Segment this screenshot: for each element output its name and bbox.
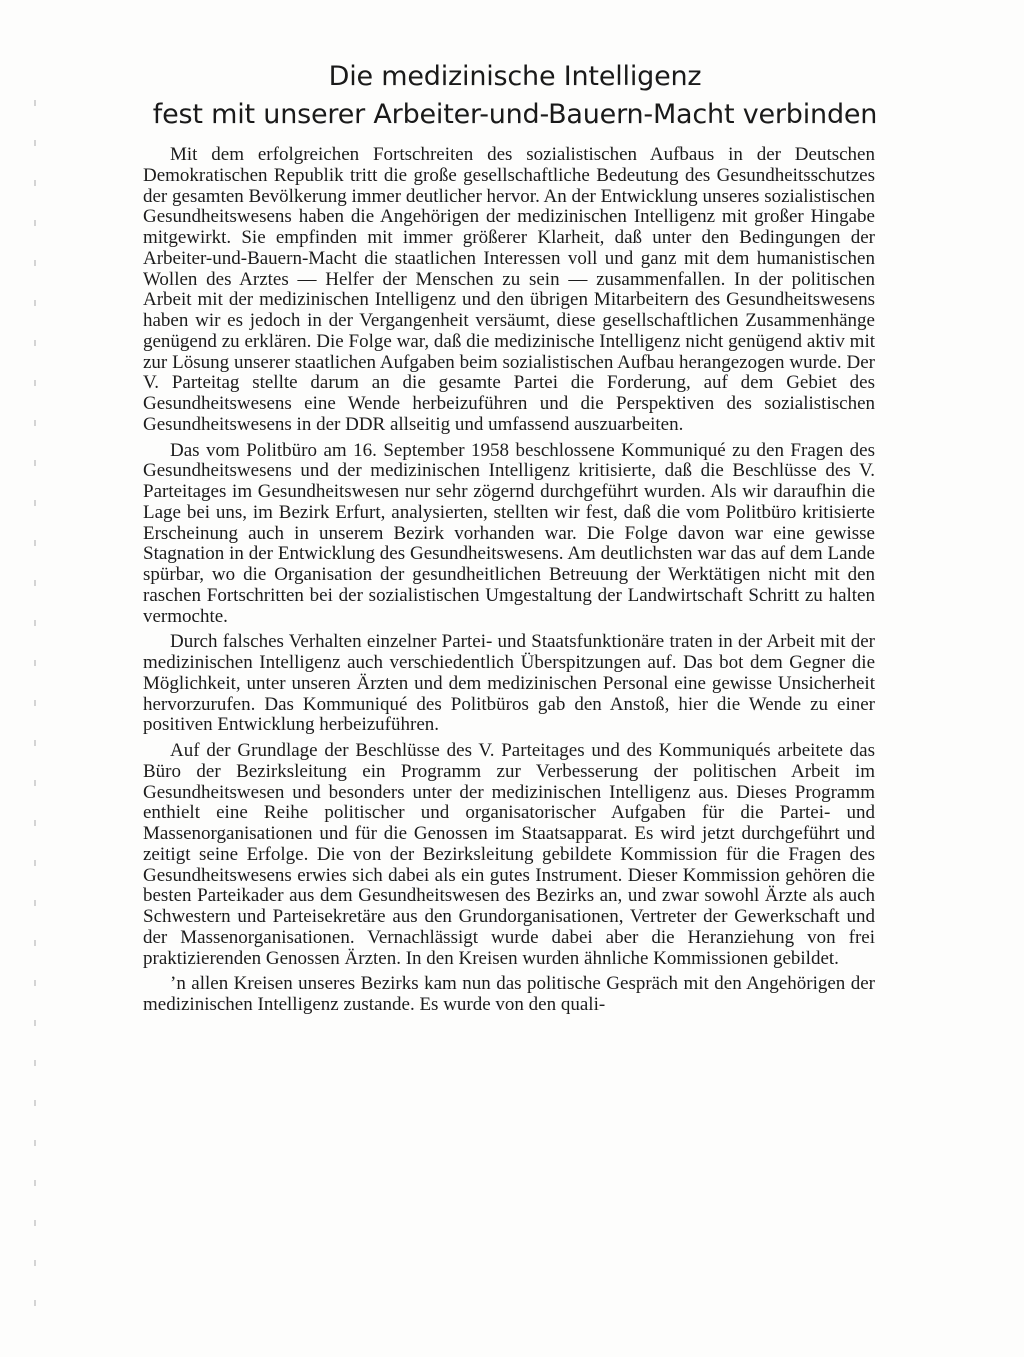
paragraph-5: ’n allen Kreisen unseres Bezirks kam nun das politische Gespräch mit den Angehörigen der medizinischen Intelligenz zustande. Es wurde von den quali- bbox=[143, 973, 875, 1015]
scan-margin-mark bbox=[34, 100, 36, 1340]
article-title bbox=[130, 58, 900, 134]
article-body bbox=[143, 145, 875, 1016]
paragraph-3: Durch falsches Verhalten einzelner Partei- und Staatsfunktionäre traten in der Arbeit mit der medizinischen Intelligenz auch verschiedentlich Überspitzungen auf. Das bot dem Gegner die Möglichkeit, unter unseren Ärzten und dem medizinischen Personal eine gewisse Unsicherheit hervorzurufen. Das Kommuniqué des Politbüros gab den Anstoß, hier die Wende zu einer positiven Entwicklung herbeizuführen. bbox=[143, 631, 875, 736]
title-line-1: Die medizinische Intelligenz bbox=[328, 61, 702, 92]
paragraph-2: Das vom Politbüro am 16. September 1958 beschlossene Kommuniqué zu den Fragen des Gesundheitswesens und der medizinischen Intelligenz kritisierte, daß die Beschlüsse des V. Parteitages im Gesundheitswesen nur sehr zögernd durchgeführt wurden. Als wir daraufhin die Lage bei uns, im Bezirk Erfurt, analysierten, stellten wir fest, daß die vom Politbüro kritisierte Erscheinung auch in unserem Bezirk vorhanden war. Die Folge davon war eine gewisse Stagnation in der Entwicklung des Gesundheitswesens. Am deutlichsten war das auf dem Lande spürbar, wo die Organisation der gesundheitlichen Betreuung der Werktätigen nicht mit den raschen Fortschritten bei der sozialistischen Umgestaltung der Landwirtschaft Schritt zu halten vermochte. bbox=[143, 439, 875, 627]
title-line-2: fest mit unserer Arbeiter-und-Bauern-Macht verbinden bbox=[152, 99, 878, 130]
paragraph-4: Auf der Grundlage der Beschlüsse des V. Parteitages und des Kommuniqués arbeitete das Büro der Bezirksleitung ein Programm zur Verbesserung der politischen Arbeit im Gesundheitswesen und besonders unter der medizinischen Intelligenz aus. Dieses Programm enthielt eine Reihe politischer und organisatorischer Aufgaben für die Partei- und Massenorganisationen und für die Genossen im Staatsapparat. Es wird jetzt durchgeführt und zeitigt seine Erfolge. Die von der Bezirksleitung gebildete Kommission für die Fragen des Gesundheitswesens erwies sich dabei als ein gutes Instrument. Dieser Kommission gehören die besten Parteikader aus dem Gesundheitswesen des Bezirks an, und zwar sowohl Ärzte als auch Schwestern und Parteisekretäre aus den Grundorganisationen, Vertreter der Gewerkschaft und der Massenorganisationen. Vernachlässigt wurde dabei aber die Heranziehung von frei praktizierenden Genossen Ärzten. In den Kreisen wurden ähnliche Kommissionen gebildet. bbox=[143, 740, 875, 969]
paragraph-1: Mit dem erfolgreichen Fortschreiten des sozialistischen Aufbaus in der Deutschen Demokratischen Republik tritt die große gesellschaftliche Bedeutung des Gesundheitsschutzes der gesamten Bevölkerung immer deutlicher hervor. An der Entwicklung unseres sozialistischen Gesundheitswesens haben die Angehörigen der medizinischen Intelligenz mit großer Hingabe mitgewirkt. Sie empfinden mit immer größerer Klarheit, daß unter den Bedingungen der Arbeiter-und-Bauern-Macht die staatlichen Interessen voll und ganz mit dem humanistischen Wollen des Arztes — Helfer der Menschen zu sein — zusammenfallen. In der politischen Arbeit mit der medizinischen Intelligenz und den übrigen Mitarbeitern des Gesundheitswesens haben wir es jedoch in der Vergangenheit versäumt, diese gesellschaftlichen Zusammenhänge genügend zu erklären. Die Folge war, daß die medizinische Intelligenz nicht genügend aktiv mit zur Lösung unserer staatlichen Aufgaben beim sozialistischen Aufbau herangezogen wurde. Der V. Parteitag stellte darum an die gesamte Partei die Forderung, auf dem Gebiet des Gesundheitswesens eine Wende herbeizuführen und die Perspektiven des sozialistischen Gesundheitswesens in der DDR allseitig und umfassend auszuarbeiten. bbox=[143, 144, 875, 435]
